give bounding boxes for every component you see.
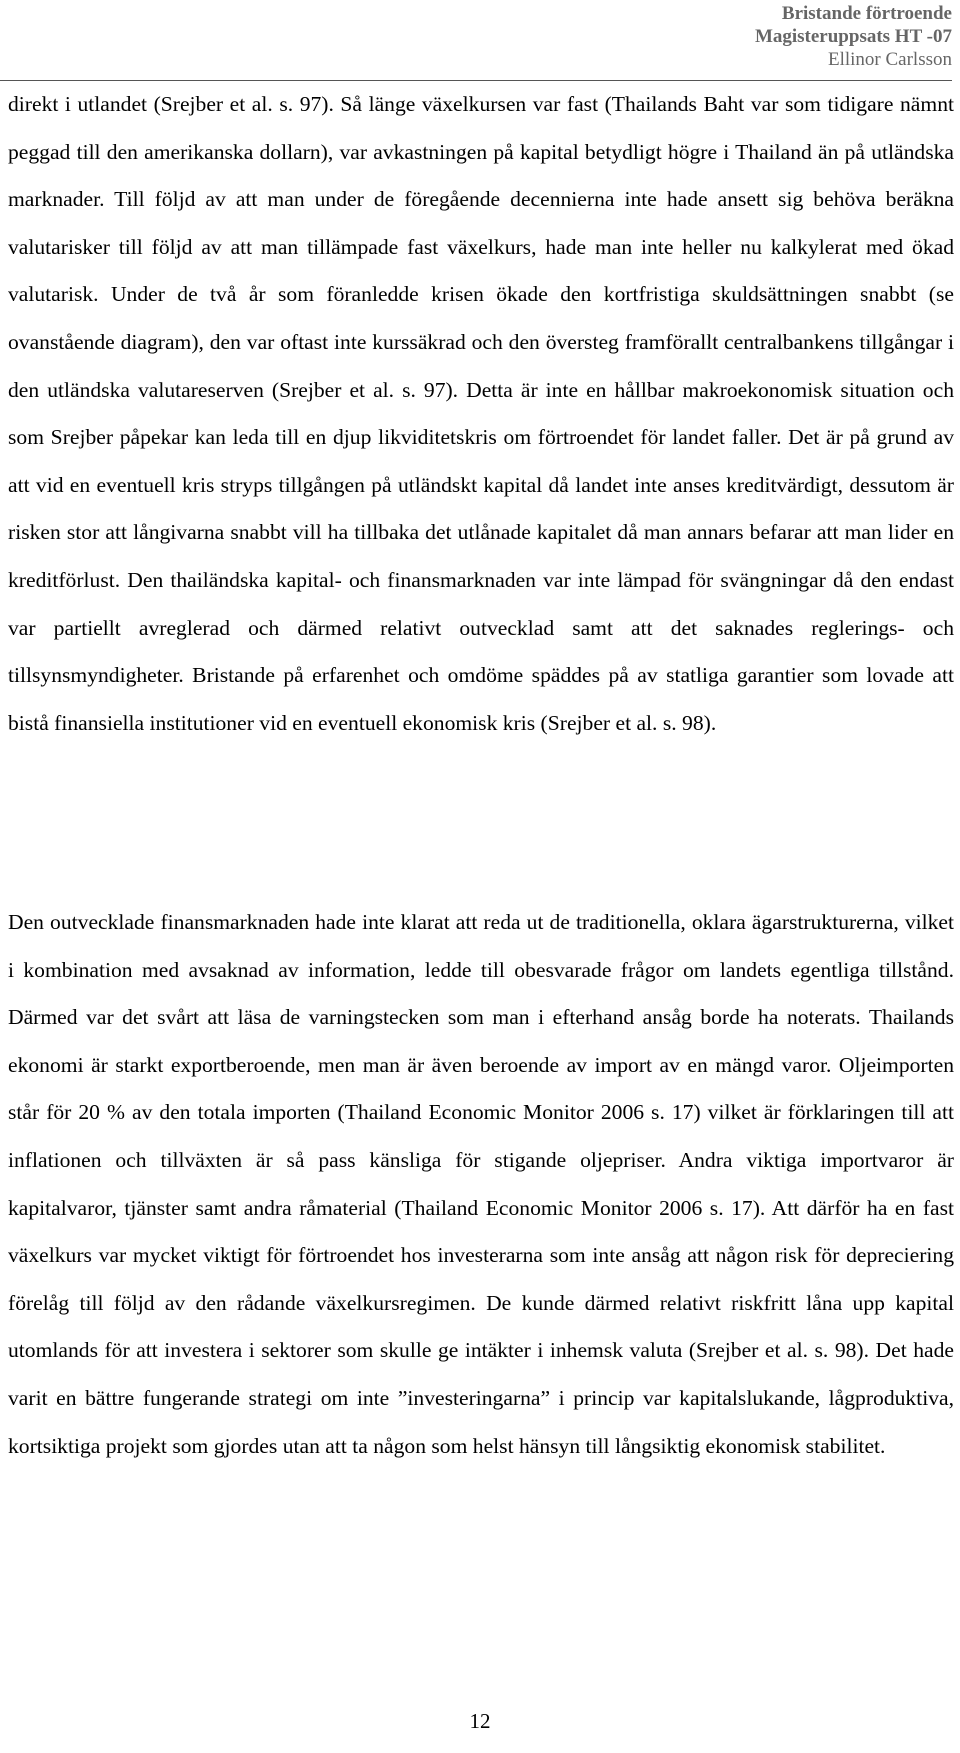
page-number: 12 <box>469 1709 491 1733</box>
header-subtitle: Magisteruppsats HT -07 <box>754 26 952 47</box>
header-author: Ellinor Carlsson <box>827 49 952 70</box>
header-title: Bristande förtroende <box>781 3 952 24</box>
running-header <box>755 2 952 71</box>
body-paragraph-2: Den outvecklade finansmarknaden hade inte klarat att reda ut de traditionella, oklara ägarstrukturerna, vilket i kombination med avsaknad av information, ledde till obesvarade frågor om landets egentliga tillstånd. Därmed var det svårt att läsa de varningstecken som man i efterhand ansåg borde ha noterats. Thailands ekonomi är starkt exportberoende, men man är även beroende av import av en mängd varor. Oljeimporten står för 20 % av den totala importen (Thailand Economic Monitor 2006 s. 17) vilket är förklaringen till att inflationen och tillväxten är så pass känsliga för stigande oljepriser. Andra viktiga importvaror är kapitalvaror, tjänster samt andra råmaterial (Thailand Economic Monitor 2006 s. 17). Att därför ha en fast växelkurs var mycket viktigt för förtroendet hos investerarna som inte ansåg att någon risk för depreciering förelåg till följd av den rådande växelkursregimen. De kunde därmed relativt riskfritt låna upp kapital utomlands för att investera i sektorer som skulle ge intäkter i inhemsk valuta (Srejber et al. s. 98). Det hade varit en bättre fungerande strategi om inte ”investeringarna” i princip var kapitalslukande, lågproduktiva, kortsiktiga projekt som gjordes utan att ta någon som helst hänsyn till långsiktig ekonomisk stabilitet. <box>8 910 954 1458</box>
body-paragraph-1: direkt i utlandet (Srejber et al. s. 97). Så länge växelkursen var fast (Thailands Baht var som tidigare nämnt peggad till den amerikanska dollarn), var avkastningen på kapital betydligt högre i Thailand än på utländska marknader. Till följd av att man under de föregående decennierna inte hade ansett sig behöva beräkna valutarisker till följd av att man tillämpade fast växelkurs, hade man inte heller nu kalkylerat med ökad valutarisk. Under de två år som föranledde krisen ökade den kortfristiga skuldsättningen snabbt (se ovanstående diagram), den var oftast inte kurssäkrad och den översteg framförallt centralbankens tillgångar i den utländska valutareserven (Srejber et al. s. 97). Detta är inte en hållbar makroekonomisk situation och som Srejber påpekar kan leda till en djup likviditetskris om förtroendet för landet faller. Det är på grund av att vid en eventuell kris stryps tillgången på utländskt kapital då landet inte anses kreditvärdigt, dessutom är risken stor att långivarna snabbt vill ha tillbaka det utlånade kapitalet då man annars befarar att man lider en kreditförlust. Den thailändska kapital- och finansmarknaden var inte lämpad för svängningar då den endast var partiellt avreglerad och därmed relativt outvecklad samt att det saknades reglerings- och tillsynsmyndigheter. Bristande på erfarenhet och omdöme späddes på av statliga garantier som lovade att bistå finansiella institutioner vid en eventuell ekonomisk kris (Srejber et al. s. 98). <box>8 92 954 735</box>
